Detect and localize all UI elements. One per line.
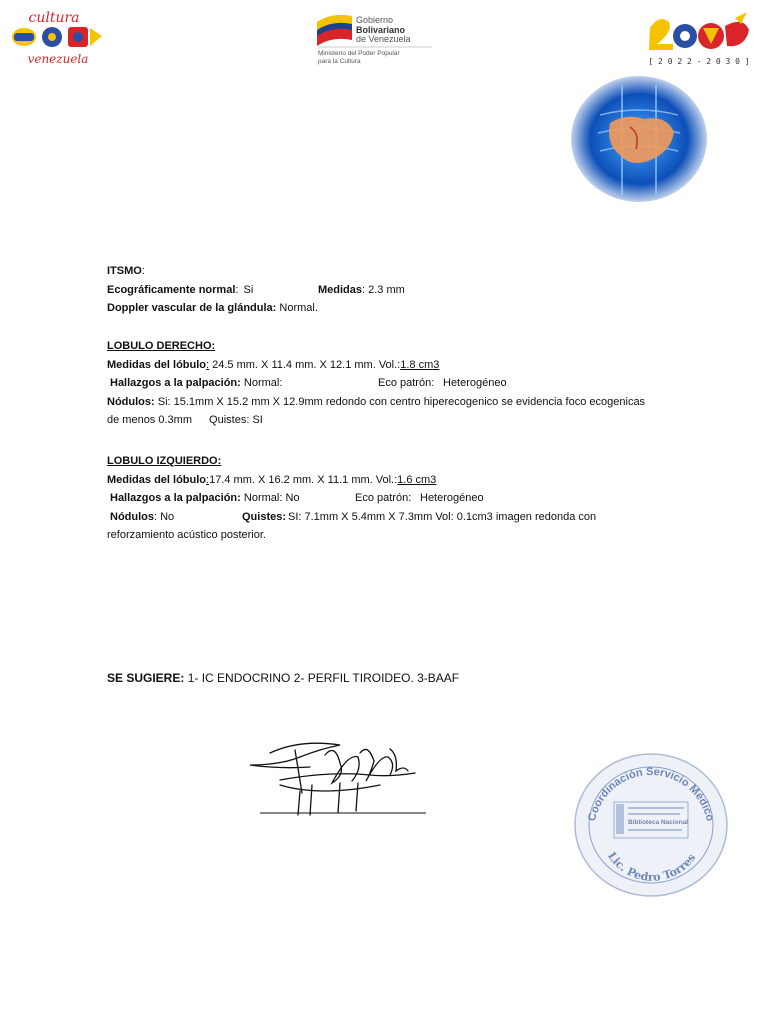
der-medidas-label: Medidas del lóbulo [107,358,207,371]
izq-medidas-colon: : [206,473,210,486]
plan-2030-logo [645,10,753,68]
itsmo-title: ITSMO [107,265,142,277]
itsmo-doppler-label: Doppler vascular de la glándula: [107,302,277,314]
der-nodulos-value: Si: 15.1mm X 15.2 mm X 12.9mm redondo con centro hiperecogenico se evidencia foco ecogenicas [157,395,646,408]
gob-line1: Gobierno [356,15,394,25]
gob-line5: para la Cultura [318,58,361,65]
der-eco-value: Heterogéneo [443,377,507,389]
gobierno-bolivariano-logo [314,10,436,66]
sugerencia-label: SE SUGIERE: [107,671,185,685]
gob-line4: Ministerio del Poder Popular [318,50,400,57]
izq-medidas-label: Medidas del lóbulo [107,473,207,486]
izq-eco-value: Heterogéneo [420,492,484,504]
sugerencia [107,671,459,685]
izq-quistes-value: SI: 7.1mm X 5.4mm X 7.3mm Vol: 0.1cm3 imagen redonda con [288,510,597,523]
izq-nodulos-value: : No [154,510,175,523]
izq-quistes-label: Quistes: [242,510,287,523]
lobulo-izquierdo-title: LOBULO IZQUIERDO: [107,455,222,467]
itsmo-medidas-value: : 2.3 mm [362,283,405,296]
itsmo-doppler-value: Normal. [279,302,318,314]
der-medidas-colon: : [206,358,210,371]
lobulo-derecho-title: LOBULO DERECHO: [107,340,216,352]
itsmo-ecografico-value: Si [243,283,254,296]
der-hallazgos-label: Hallazgos a la palpación: [110,377,241,389]
itsmo-medidas-label: Medidas [318,283,363,296]
der-vol-colon: : [397,358,401,371]
der-vol-value: 1.8 cm3 [400,358,440,371]
stamp-outer-text: Coordinación Servicio Médico [586,765,716,823]
der-nodulos-label: Nódulos: [107,395,155,408]
izq-vol-colon: : [394,473,398,486]
logo-cultura-text: cultura [28,10,80,26]
gob-line2: Bolivariano [356,25,406,35]
gob-line3: de Venezuela [356,34,411,44]
itsmo-section [107,262,687,318]
itsmo-ecografico-colon: : [235,283,239,296]
izq-nodulos-label: Nódulos [110,510,154,523]
der-hallazgos-value: Normal: [243,377,283,389]
der-quistes: Quistes: SI [209,414,263,426]
thyroid-medical-illustration [570,75,708,203]
der-nodulos-value-2: de menos 0.3mm [107,414,192,426]
izq-medidas-value: 17.4 mm. X 16.2 mm. X 11.1 mm. Vol. [209,473,395,486]
izq-hallazgos-value: Normal: No [243,492,300,504]
official-stamp [572,752,730,898]
der-eco-label: Eco patrón: [378,377,435,389]
handwritten-signature [240,735,430,820]
stamp-inner-line1: Biblioteca Nacional [628,819,688,826]
izq-hallazgos-label: Hallazgos a la palpación: [110,492,241,504]
sugerencia-value: 1- IC ENDOCRINO 2- PERFIL TIROIDEO. 3-BAAF [187,671,460,685]
izq-quistes-value-2: reforzamiento acústico posterior. [107,529,266,541]
der-medidas-value: 24.5 mm. X 11.4 mm. X 12.1 mm. Vol. [212,358,398,371]
plan-years: [ 2 0 2 2 - 2 0 3 0 ] [648,57,750,66]
lobulo-izquierdo-section [107,452,687,545]
itsmo-title-suffix: : [141,265,145,277]
lobulo-derecho-section [107,337,687,430]
logo-venezuela-text: venezuela [27,52,89,66]
itsmo-ecografico-label: Ecográficamente normal [107,283,236,296]
izq-vol-value: 1.6 cm3 [397,473,437,486]
stamp-bottom-text: Lic. Pedro Torres [605,849,699,884]
cultura-venezuela-logo [8,8,104,68]
izq-eco-label: Eco patrón: [355,492,412,504]
